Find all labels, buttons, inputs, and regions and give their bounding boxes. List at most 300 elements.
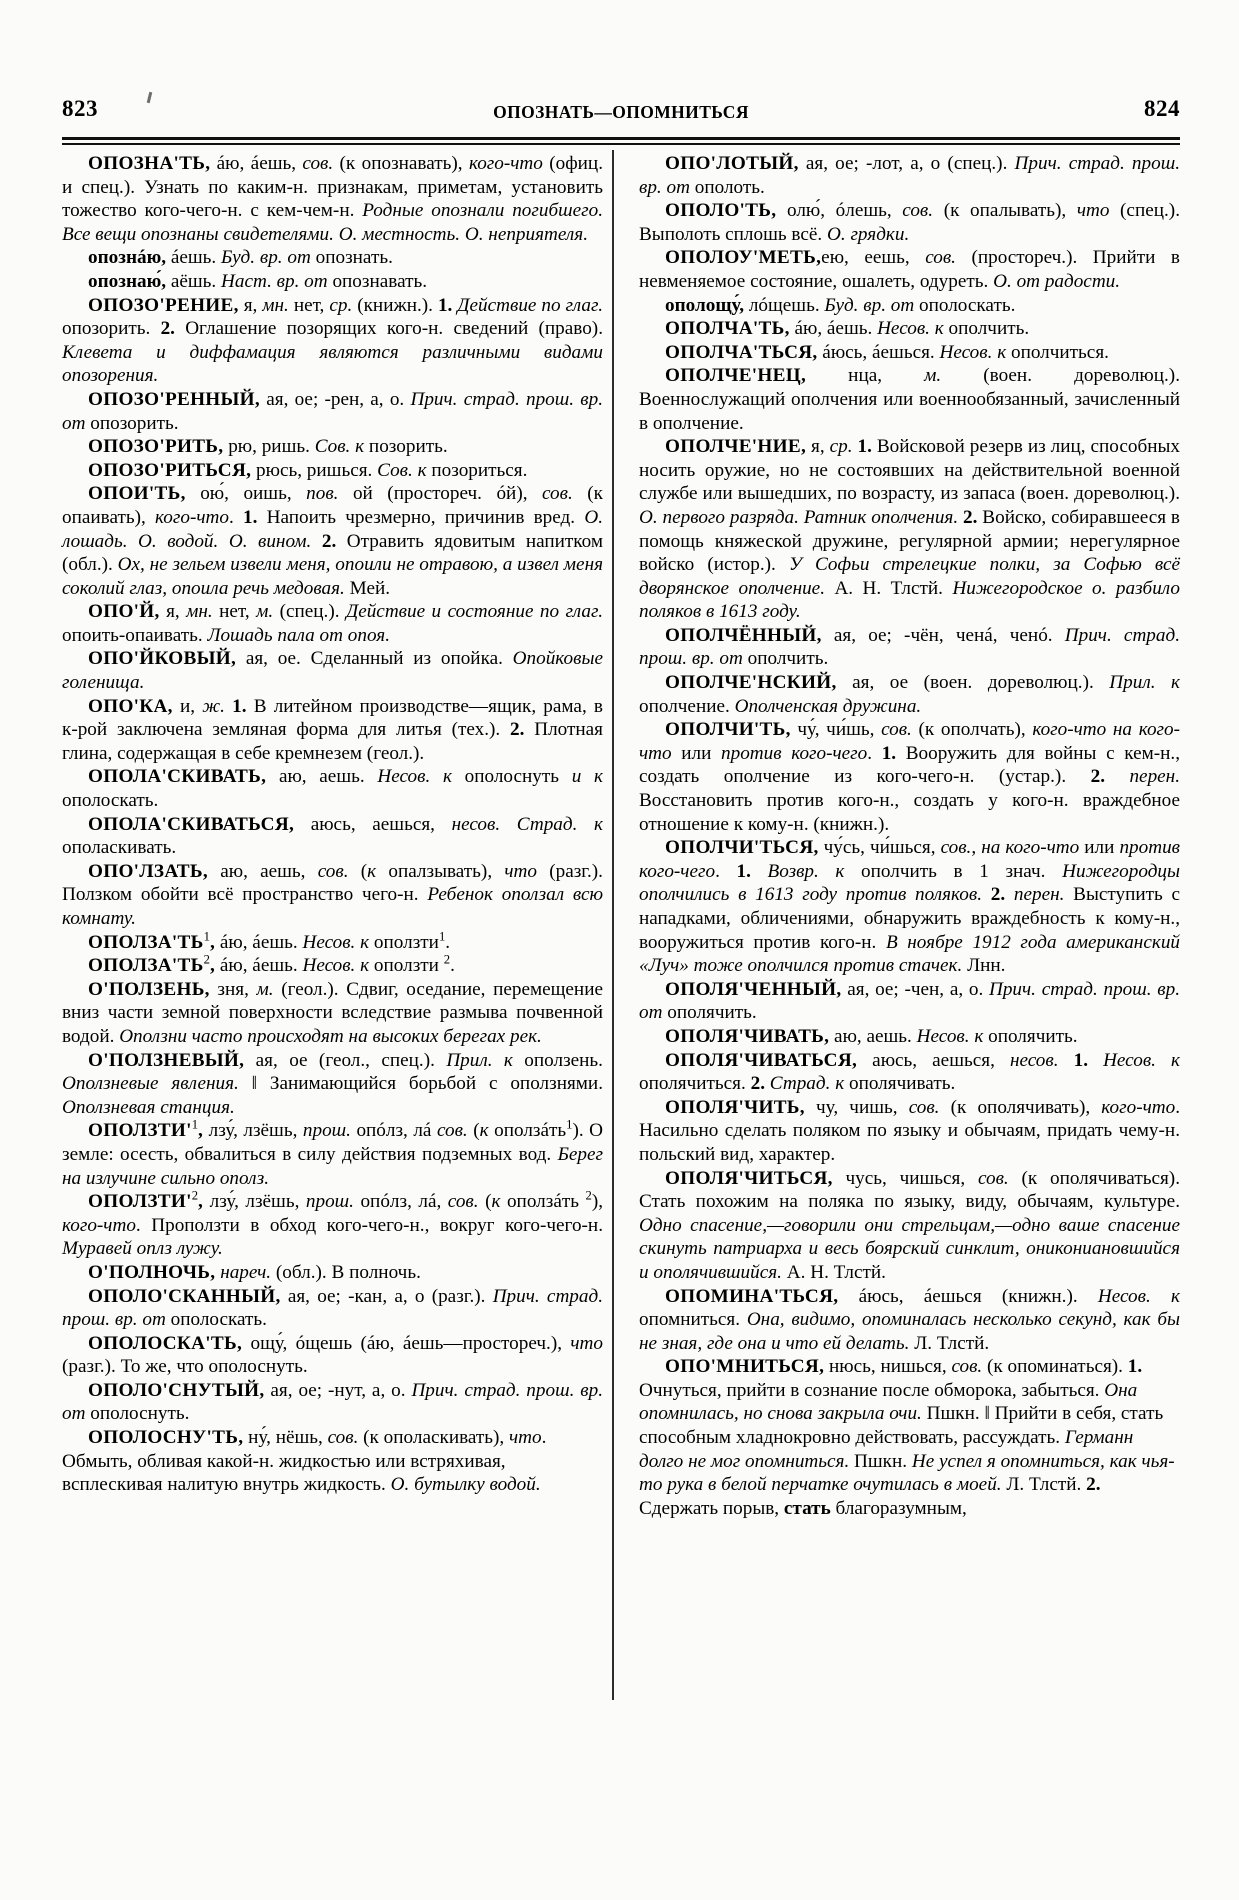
entry-headword: ОПОЛА'СКИВАТЬСЯ, — [88, 813, 295, 835]
entry-definition-text: Оглашение позорящих кого-н. сведений (право). — [174, 318, 603, 340]
entry-definition-text: лзу́, лзёшь, — [203, 1191, 306, 1213]
entry-headword: ОПОЗО'РЕНИЕ, — [88, 294, 239, 316]
entry-definition-text: аюсь, аешься, — [294, 813, 452, 835]
page-number-left: 823 — [62, 96, 98, 121]
entry-grammar-note: Прич. страд. прош. вр. от — [62, 388, 603, 434]
dictionary-entry — [639, 836, 1180, 978]
entry-sense-number: 2. — [321, 530, 337, 552]
entry-grammar-note: Одно спасение,—говорили они стрельцам,—одно ваше спасение скинуть патриарха и весь боярский синклит, оникониановшийся и ополячившийся. — [639, 1214, 1180, 1283]
entry-definition-text: опозорить. — [85, 412, 179, 434]
entry-headword: ОПО'КА, — [88, 695, 173, 717]
entry-definition-text: ая, ое. Сделанный из опойка. — [236, 648, 513, 670]
entry-definition-text: аю, аешь. — [829, 1025, 917, 1047]
entry-definition-text: ополоскать. — [165, 1309, 267, 1331]
dictionary-entry — [62, 152, 603, 246]
entry-definition-text: . — [445, 931, 451, 953]
dictionary-entry — [62, 435, 603, 459]
entry-grammar-note: и к — [571, 766, 603, 788]
entry-headword: О'ПОЛЗНЕВЫЙ, — [88, 1049, 245, 1071]
entry-grammar-note: Буд. вр. от — [221, 247, 311, 269]
entry-definition-text: оползáть — [500, 1191, 586, 1213]
dictionary-entry — [62, 813, 603, 860]
entry-grammar-note: Ополченская дружина. — [734, 695, 922, 717]
entry-definition-text: аюсь, аешься, — [857, 1049, 1010, 1071]
entry-definition-text: или — [671, 742, 721, 764]
entry-grammar-note: против кого-чего — [721, 742, 868, 764]
entry-grammar-note: Оползневая станция. — [62, 1096, 235, 1118]
entry-grammar-note: О. бутылку водой. — [390, 1474, 541, 1496]
entry-definition-text: опóлз, лá — [350, 1120, 437, 1142]
entry-grammar-note: Она, видимо, опоминалась несколько секунд, как бы не зная, где она и что ей делать. — [639, 1309, 1181, 1354]
entry-headword: ОПОЗО'РИТЬ, — [88, 436, 224, 458]
entry-definition-text: ополчить в 1 знач. — [844, 860, 1063, 882]
entry-grammar-note: кого-что — [155, 506, 229, 528]
entry-definition-text: (к ополаскивать), — [358, 1427, 510, 1449]
entry-headword: ОПО'ЛЗАТЬ, — [88, 860, 208, 882]
entry-definition-text: чусь, чишься, — [832, 1167, 978, 1189]
entry-grammar-note: Берег на излучине сильно ополз. — [62, 1143, 603, 1189]
entry-definition-text: áю, áешь, — [210, 153, 303, 174]
entry-grammar-note: Наст. вр. от — [221, 270, 328, 292]
entry-grammar-note: сов. — [902, 200, 934, 222]
dictionary-entry — [62, 1049, 603, 1120]
entry-definition-text: В литейном производстве—ящик, рама, в к-рой заключена земляная форма для литья (тех.). — [62, 695, 603, 741]
entry-definition-text: áю, áешь. — [215, 955, 303, 977]
entry-grammar-note: что — [1076, 200, 1110, 222]
dictionary-entry — [62, 1261, 603, 1285]
entry-grammar-note: сов. — [436, 1120, 468, 1142]
running-header — [62, 96, 1180, 130]
entry-grammar-note: Она опомнилась, но снова закрыла очи. — [639, 1379, 1138, 1425]
entry-definition-text: ая, ое; -рен, а, о. — [260, 388, 411, 410]
entry-grammar-note: ср. — [829, 436, 853, 458]
entry-definition-text: лóщешь. — [744, 294, 825, 316]
dictionary-entry — [62, 860, 603, 931]
entry-definition-text: . Насильно сделать поляком по языку и обычаям, придать чему-н. польский вид, характер. — [639, 1096, 1180, 1165]
entry-headword: О'ПОЛНОЧЬ, — [88, 1261, 216, 1283]
entry-grammar-note: сов. — [542, 483, 573, 505]
entry-definition-text: áешь. — [166, 247, 222, 269]
dictionary-entry — [62, 954, 603, 978]
dictionary-entry — [62, 388, 603, 435]
entry-grammar-note: Несов. к — [916, 1025, 984, 1047]
entry-definition-text: опомниться. — [639, 1309, 747, 1331]
entry-definition-text: Мей. — [344, 577, 391, 599]
entry-grammar-note: м. — [924, 365, 942, 387]
entry-grammar-note: сов. — [327, 1427, 359, 1449]
entry-grammar-note: к — [367, 860, 377, 882]
entry-sense-number: 2. — [990, 884, 1006, 906]
entry-headword: ОПОЛЗТИ' — [88, 1191, 192, 1213]
entry-definition-text: ополоснуть — [451, 766, 572, 788]
entry-grammar-note: Нижегородское о. разбило поляков в 1613 году. — [639, 577, 1180, 623]
entry-headword: , — [198, 1120, 204, 1142]
entry-definition-text: (к опалывать), — [933, 200, 1077, 222]
entry-grammar-note: Несов. к — [1087, 1049, 1180, 1071]
entry-grammar-note: В ноябре 1912 года американский «Луч» тоже ополчился против стачек. — [639, 931, 1181, 977]
dictionary-entry — [62, 482, 603, 600]
entry-definition-text: (воен. дореволюц.). Военнослужащий ополчения или военнообязанный, зачисленный в ополчение. — [639, 365, 1180, 434]
entry-definition-text: (спец.). — [273, 601, 346, 623]
entry-definition-text: Пшкн. — [849, 1450, 912, 1472]
entry-headword: ОПОЛЗА'ТЬ — [88, 931, 204, 953]
entry-definition-text: рю, ришь. — [223, 436, 315, 458]
entry-headword: ОПО'МНИТЬСЯ, — [665, 1356, 825, 1378]
entry-definition-text: ополчиться. — [1006, 341, 1109, 363]
entry-headword: ОПОЛЧА'ТЬСЯ, — [665, 341, 818, 363]
entry-grammar-note: сов. — [881, 719, 912, 741]
entry-definition-text: олю́, óлешь, — [776, 200, 903, 222]
entry-sense-number: 2. — [510, 719, 525, 741]
dictionary-entry — [62, 1426, 603, 1497]
dictionary-entry — [62, 1379, 603, 1426]
entry-sense-number: 1. — [857, 436, 872, 458]
entry-definition-text: позориться. — [426, 459, 528, 481]
entry-definition-text: . Проползти в обход кого-чего-н., вокруг кого-чего-н. — [135, 1214, 603, 1236]
entry-headword: , — [209, 955, 216, 977]
entry-grammar-note: несов. — [1009, 1049, 1059, 1071]
entry-definition-text: чу, чишь, — [804, 1096, 909, 1118]
entry-sense-number: 2. — [750, 1073, 765, 1095]
entry-definition-text: рюсь, ришься. — [251, 459, 378, 481]
entry-grammar-note: Нижегородцы ополчились в 1613 году против поляков. — [639, 860, 1180, 906]
entry-grammar-note: несов. Страд. к — [451, 813, 603, 835]
entry-headword: ОПО'ЛОТЫЙ, — [665, 153, 799, 174]
entry-definition-text: опозорить. — [62, 318, 161, 340]
entry-grammar-note: Несов. к — [939, 341, 1007, 363]
entry-grammar-note: Оползни часто происходят на высоких берегах рек. — [119, 1025, 542, 1047]
entry-grammar-note: Прич. страд. прош. вр. от — [639, 153, 1180, 198]
entry-definition-text — [982, 884, 991, 905]
entry-grammar-note: Действие и состояние по глаг. — [345, 601, 603, 623]
entry-grammar-note: Прич. страд. прош. вр. от — [639, 978, 1180, 1024]
entry-grammar-note: кого-что — [1101, 1096, 1176, 1118]
entry-grammar-note: перен. — [1005, 884, 1065, 906]
dictionary-entry — [62, 1285, 603, 1332]
entry-definition-text: ая, ое; -чён, ченá, ченó. — [821, 624, 1065, 646]
entry-definition-text: ( — [467, 1120, 480, 1142]
entry-definition-text: (книжн.). — [352, 294, 438, 316]
dictionary-entry — [639, 317, 1180, 341]
entry-headword: ОПОЛА'СКИВАТЬ, — [88, 766, 267, 788]
entry-sense-number: 2. — [160, 318, 175, 340]
dictionary-entry — [639, 364, 1180, 435]
dictionary-entry — [62, 1332, 603, 1379]
entry-grammar-note: кого-что — [62, 1214, 136, 1236]
entry-definition-text: áюсь, áешься (книжн.). — [838, 1285, 1098, 1307]
entry-definition-text: ою́, оишь, — [185, 483, 307, 505]
entry-headword: , — [198, 1191, 204, 1213]
entry-grammar-note: к — [491, 1191, 501, 1213]
entry-grammar-note: прош. — [302, 1120, 351, 1142]
entry-grammar-note: Ребенок оползал всю комнату. — [62, 884, 603, 929]
entry-headword: ОПОЗО'РЕННЫЙ, — [88, 388, 260, 410]
entry-grammar-note: Германн долго не мог опомниться. — [639, 1427, 1134, 1472]
dictionary-entry — [62, 1119, 603, 1190]
dictionary-entry — [639, 199, 1180, 246]
entry-grammar-note: Не успел я опомниться, как чья-то рука в белой перчатке очутилась в моей. — [639, 1450, 1175, 1496]
entry-definition-text: лзу́, лзёшь, — [203, 1120, 303, 1142]
entry-grammar-note: прош. — [305, 1191, 354, 1213]
entry-homograph-index: 1 — [203, 929, 210, 944]
entry-definition-text: ая, ое; -чен, а, о. — [841, 978, 989, 1000]
entry-sense-number: 1. — [232, 695, 247, 717]
dictionary-entry — [639, 624, 1180, 671]
entry-definition-text: (простореч.). Прийти в невменяемое состояние, ошалеть, одуреть. — [639, 247, 1180, 292]
entry-grammar-note: мн. — [186, 601, 213, 623]
dictionary-entry — [62, 647, 603, 694]
entry-definition-text: . — [228, 506, 244, 528]
entry-definition-text: аю, аешь. — [266, 766, 378, 788]
dictionary-entry — [62, 931, 603, 955]
dictionary-entry — [639, 1049, 1180, 1096]
entry-definition-text: , — [971, 837, 982, 859]
entry-definition-text: ощу́, óщешь (áю, áешь—простореч.), — [242, 1332, 571, 1354]
entry-definition-text: и, — [172, 695, 203, 717]
entry-definition-text: Лнн. — [962, 955, 1006, 977]
entry-grammar-note: кого-что — [468, 153, 543, 174]
entry-headword: ОПОЛЯ'ЧИТЬ, — [665, 1096, 805, 1118]
entry-headword: ОПОЛЧЕ'НЕЦ, — [665, 365, 807, 387]
entry-grammar-note: Муравей оплз лужу. — [62, 1238, 223, 1260]
entry-definition-text: Отравить ядовитым напитком (обл.). — [62, 530, 603, 576]
entry-definition-text: ополоскать. — [62, 790, 159, 812]
entry-definition-text: А. Н. Тлстй. — [781, 1261, 886, 1283]
entry-headword: ОПОЛЧЕ'НИЕ, — [665, 436, 807, 458]
entry-definition-text: Л. Тлстй. — [1001, 1474, 1087, 1496]
entry-headword: ОПОЛО'СКАННЫЙ, — [88, 1285, 281, 1307]
entry-definition-text: (к ополячиваться). Стать похожим на поляка по языку, виду, обычаям, культуре. — [639, 1167, 1180, 1213]
entry-headword: , — [209, 931, 216, 953]
dictionary-entry — [62, 600, 603, 647]
entry-definition-text: ополчение. — [639, 695, 735, 717]
entry-definition-text — [1059, 1050, 1074, 1071]
entry-definition-text: позорить. — [364, 436, 448, 458]
entry-grammar-note: Буд. вр. от — [824, 294, 915, 316]
entry-grammar-note: что — [504, 860, 537, 882]
entry-grammar-note: нареч. — [215, 1261, 272, 1283]
entry-grammar-note: на кого-что — [981, 837, 1080, 859]
entry-homograph-index: 1 — [191, 1117, 199, 1132]
dictionary-entry — [639, 671, 1180, 718]
entry-definition-text: нет, — [212, 601, 257, 623]
dictionary-entry — [62, 270, 603, 294]
entry-sense-number: 1. — [1127, 1356, 1143, 1378]
dictionary-entry — [62, 695, 603, 766]
entry-definition-text: ополячиться. — [639, 1073, 751, 1095]
entry-definition-text: Плотная глина, содержащая в себе кремнезем (геол.). — [62, 719, 603, 764]
entry-grammar-note: Несов. к — [302, 931, 370, 953]
entry-grammar-note: Опойковые голенища. — [62, 648, 603, 694]
entry-definition-text: я, — [159, 601, 187, 623]
entry-grammar-note: что — [509, 1427, 542, 1449]
entry-homograph-index: 2 — [443, 952, 451, 967]
dictionary-entry — [62, 765, 603, 812]
entry-definition-text: оползень. — [512, 1049, 603, 1071]
entry-headword: ОПОЛОСКА'ТЬ, — [88, 1332, 243, 1354]
entry-grammar-note: м. — [256, 601, 274, 623]
entry-grammar-note: сов. — [447, 1191, 479, 1213]
entry-definition-text: нца, — [806, 365, 925, 387]
entry-grammar-note: Прич. страд. прош. вр. от — [62, 1379, 603, 1425]
entry-grammar-note: что — [570, 1332, 603, 1354]
entry-headword: ОПОЛЧИ'ТЬ, — [665, 719, 791, 741]
entry-definition-text: ополячить. — [983, 1025, 1078, 1047]
entry-homograph-index: 1 — [438, 929, 446, 944]
entry-definition-text: (к опоминаться). — [982, 1356, 1128, 1378]
dictionary-entry — [62, 978, 603, 1049]
entry-definition-text: оползáть — [488, 1120, 567, 1142]
entry-definition-text: чу́, чи́шь, — [790, 719, 882, 741]
entry-sense-number: 1. — [1073, 1049, 1088, 1071]
entry-definition-text: ( — [348, 860, 368, 882]
entry-homograph-index: 2 — [585, 1188, 592, 1203]
entry-grammar-note: Клевета и диффамация являются различными видами опозорения. — [62, 341, 603, 387]
entry-sense-number: 1. — [736, 860, 751, 882]
dictionary-entry — [62, 294, 603, 388]
entry-definition-text: áюсь, áешься. — [817, 341, 940, 363]
entry-grammar-note: Прич. страд. прош. вр. от — [62, 1285, 603, 1331]
dictionary-entry — [639, 152, 1180, 199]
entry-definition-text: аю, аешь, — [207, 860, 318, 882]
entry-headword: ОПОЛЧИ'ТЬСЯ, — [665, 837, 819, 859]
entry-definition-text: благоразумным, — [830, 1497, 967, 1519]
running-head-title: ОПОЗНАТЬ—ОПОМНИТЬСЯ — [493, 102, 749, 122]
entry-definition-text: ею, еешь, — [821, 247, 926, 269]
entry-grammar-note: кого-что на кого-что — [639, 719, 1181, 764]
entry-headword: ОПОИ'ТЬ, — [88, 483, 186, 505]
entry-definition-text: Вооружить для войны с кем-н., создать ополчение из кого-чего-н. (устар.). — [639, 742, 1180, 788]
entry-definition-text: или — [1079, 837, 1120, 859]
entry-definition-text: ). О земле: осесть, обвалиться в силу действия подземных вод. — [62, 1120, 604, 1165]
dictionary-entry — [639, 1167, 1180, 1285]
entry-grammar-note: к — [479, 1120, 489, 1142]
dictionary-entry — [639, 978, 1180, 1025]
entry-headword: ОПОЛЧЁННЫЙ, — [665, 624, 822, 646]
entry-definition-text: ополячивать. — [844, 1073, 956, 1095]
entry-definition-text: (к ополчать), — [911, 719, 1033, 741]
entry-headword: ОПОЗО'РИТЬСЯ, — [88, 459, 252, 481]
entry-definition-text: опознать. — [310, 247, 393, 269]
header-rule-lower — [62, 143, 1180, 145]
entry-definition-text: áю, áешь. — [215, 931, 303, 953]
entry-definition-text: (к ополячивать), — [939, 1096, 1102, 1118]
entry-grammar-note: Сов. к — [377, 459, 427, 481]
entry-grammar-note: Несов. к — [877, 318, 944, 340]
entry-sense-number: ополощу́, — [665, 294, 745, 316]
entry-grammar-note: ср. — [329, 294, 353, 316]
entry-headword: О'ПОЛЗЕНЬ, — [88, 978, 210, 1000]
entry-headword: ОПОЛОСНУ'ТЬ, — [88, 1427, 244, 1449]
entry-homograph-index: 1 — [566, 1117, 573, 1132]
entry-definition-text: Очнуться, прийти в сознание после обморока, забыться. — [639, 1379, 1105, 1401]
entry-definition-text: ой (простореч. óй), — [338, 483, 543, 505]
entry-definition-text: оползти — [369, 931, 439, 953]
entry-definition-text: ая, ое; -нут, а, о. — [264, 1379, 412, 1401]
entry-grammar-note: сов. — [977, 1167, 1009, 1189]
entry-grammar-note: перен. — [1104, 766, 1180, 788]
entry-definition-text: нюсь, нишься, — [824, 1356, 952, 1378]
entry-definition-text: опознавать. — [327, 270, 428, 292]
entry-grammar-note: Действие по глаг. — [452, 294, 603, 316]
entry-headword: ОПОМИНА'ТЬСЯ, — [665, 1285, 839, 1307]
entry-headword: ОПОЛО'СНУТЫЙ, — [88, 1379, 265, 1401]
entry-definition-text: ая, ое (воен. дореволюц.). — [836, 672, 1110, 694]
entry-definition-text: (обл.). В полночь. — [271, 1261, 421, 1283]
entry-headword: ОПОЗНА'ТЬ, — [88, 153, 211, 174]
entry-grammar-note: О. грядки. — [827, 223, 910, 245]
entry-grammar-note: Прил. к — [1109, 672, 1181, 694]
entry-definition-text: нет, — [288, 294, 330, 316]
entry-grammar-note: У Софьи стрелецкие полки, за Софью всё дворянское ополчение. — [639, 554, 1180, 599]
entry-definition-text: (к опознавать), — [333, 153, 469, 174]
entry-definition-text: . Обмыть, обливая какой-н. жидкостью или встряхивая, всплескивая налитую внутрь жидкость. — [62, 1427, 547, 1496]
entry-sense-number: 1. — [881, 742, 897, 764]
entry-definition-text: ая, ое (геол., спец.). — [244, 1049, 447, 1071]
entry-definition-text: ǁ Занимающийся борьбой с оползнями. — [238, 1073, 603, 1095]
entry-grammar-note: мн. — [262, 294, 289, 316]
entry-definition-text: ая, ое; -кан, а, о (разг.). — [280, 1285, 493, 1307]
entry-grammar-note: Возвр. к — [750, 860, 845, 882]
entry-homograph-index: 2 — [191, 1188, 199, 1203]
entry-headword: ОПОЛЯ'ЧИВАТЬ, — [665, 1025, 830, 1047]
dictionary-entry — [639, 341, 1180, 365]
entry-definition-text: ая, ое; -лот, а, о (спец.). — [798, 153, 1015, 174]
entry-sense-number: 1. — [437, 294, 453, 316]
entry-headword: ОПОЛЯ'ЧИВАТЬСЯ, — [665, 1049, 858, 1071]
entry-definition-text: . — [715, 860, 737, 882]
entry-grammar-note: О. первого разряда. Ратник ополчения. — [639, 506, 959, 528]
entry-grammar-note: пов. — [306, 483, 339, 505]
entry-grammar-note: Прил. к — [446, 1049, 513, 1071]
entry-grammar-note: ж. — [202, 695, 225, 717]
entry-definition-text: Выступить с нападками, обличениями, обнаружить враждебность к кому-н., вооружиться против кого-н. — [639, 884, 1180, 953]
dictionary-entry — [639, 294, 1180, 318]
entry-grammar-note: сов. — [908, 1096, 940, 1118]
entry-grammar-note: Ох, не зельем извели меня, опоили не отравою, а извел меня соколий глаз, опоила речь медовая. — [62, 554, 604, 599]
dictionary-entry — [639, 246, 1180, 293]
entry-headword: ОПОЛОУ'МЕТЬ, — [665, 247, 822, 269]
entry-definition-text: (разг.). То же, что ополоснуть. — [62, 1356, 308, 1378]
entry-definition-text: (спец.). Выполоть сплошь всё. — [639, 200, 1180, 245]
entry-headword: ОПОЛЯ'ЧЕННЫЙ, — [665, 978, 842, 1000]
entry-definition-text: Восстановить против кого-н., создать у кого-н. враждебное отношение к кому-н. (книжн.). — [639, 790, 1180, 835]
dictionary-entry — [62, 1190, 603, 1261]
entry-headword: ОПОЛЧА'ТЬ, — [665, 318, 790, 340]
entry-sense-number: 1. — [243, 506, 258, 528]
entry-grammar-note: Несов. к — [302, 955, 370, 977]
entry-definition-text: опóлз, лá, — [353, 1191, 448, 1213]
column-right — [639, 152, 1180, 1842]
entry-definition-text: ополаскивать. — [62, 837, 177, 859]
entry-definition-text: ополоснуть. — [85, 1403, 190, 1425]
entry-grammar-note: Оползневые явления. — [62, 1073, 239, 1095]
entry-definition-text: я, — [806, 436, 830, 458]
entry-definition-text: (к опаивать), — [62, 483, 603, 528]
entry-definition-text — [311, 531, 322, 552]
entry-sense-number: опознáю, — [88, 247, 167, 269]
dictionary-entry — [639, 1025, 1180, 1049]
entry-definition-text: Л. Тлстй. — [909, 1332, 990, 1354]
entry-definition-text: оползти — [369, 955, 444, 977]
entry-definition-text: (офиц. и спец.). Узнать по каким-н. признакам, приметам, установить тожество кого-чего-н. с кем-чем-н. — [62, 153, 603, 222]
entry-grammar-note: Прич. страд. прош. вр. от — [639, 624, 1180, 670]
entry-definition-text: А. Н. Тлстй. — [825, 577, 953, 599]
entry-headword: ОПОЛЗА'ТЬ — [88, 955, 204, 977]
entry-definition-text: (геол.). Сдвиг, оседание, перемещение вниз части земной поверхности вследствие размыва почвенной водой. — [62, 978, 603, 1047]
entry-definition-text: ну́, нёшь, — [243, 1427, 328, 1449]
entry-definition-text: ), — [591, 1191, 604, 1213]
